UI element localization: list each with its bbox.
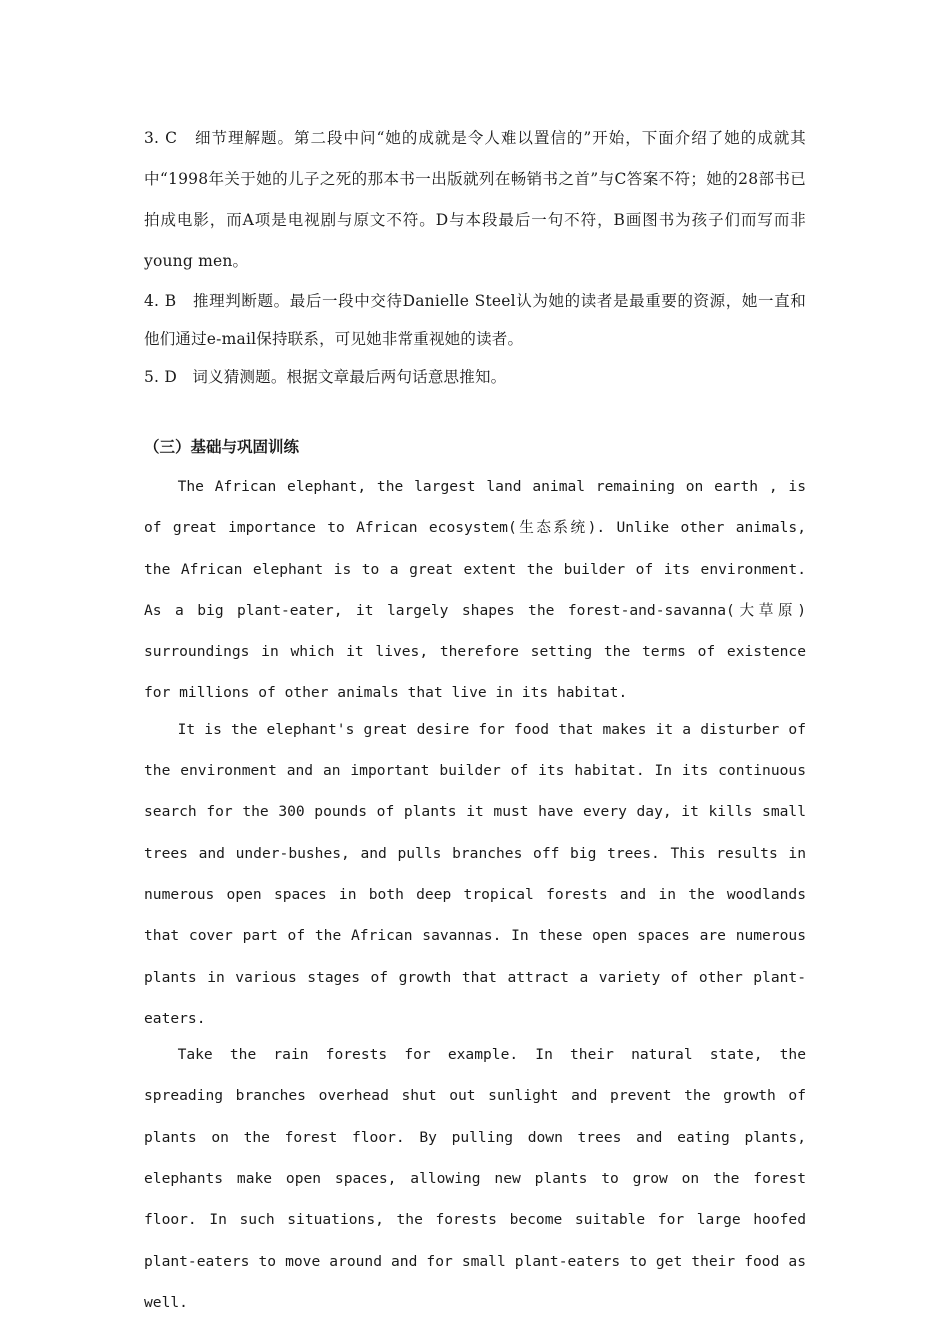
answer-explanation: 细节理解题。第二段中问“她的成就是令人难以置信的”开始，下面介绍了她的成就其中“1998年关于她的儿子之死的那本书一出版就列在畅销书之首”与C答案不符；她的28部书已拍成电影，而A项是电视剧与原文不符。D与本段最后一句不符，B画图书为孩子们而写而非young men。: [144, 129, 806, 270]
section-title: （三）基础与巩固训练: [144, 438, 300, 456]
passage-paragraph-1: The African elephant, the largest land animal remaining on earth , is of great importance to African ecosystem(生态系统). Unlike other animals, the African elephant is to a great extent the builder of its environment. As a big plant-eater, it largely shapes the forest-and-savanna(大草原) surroundings in which it lives, therefore setting the terms of existence for millions of other animals that live in its habitat.: [144, 478, 806, 702]
answer-number: 3. C: [144, 129, 178, 147]
answer-4: [144, 282, 806, 358]
answer-explanation: 词义猜测题。根据文章最后两句话意思推知。: [192, 368, 507, 386]
answer-explanation: 推理判断题。最后一段中交待Danielle Steel认为她的读者是最重要的资源，她一直和他们通过e-mail保持联系，可见她非常重视她的读者。: [144, 292, 807, 348]
document-page: [144, 118, 806, 1323]
answer-5: [144, 358, 806, 396]
answer-3: [144, 118, 806, 282]
passage-paragraph-2: It is the elephant's great desire for food that makes it a disturber of the environment and an important builder of its habitat. In its continuous search for the 300 pounds of plants it must have every day, it kills small trees and under-bushes, and pulls branches off big trees. This results in numerous open spaces in both deep tropical forests and in the woodlands that cover part of the African savannas. In these open spaces are numerous plants in various stages of growth that attract a variety of other plant-eaters.: [144, 720, 806, 1027]
passage-paragraph-3: Take the rain forests for example. In their natural state, the spreading branches overhead shut out sunlight and prevent the growth of plants on the forest floor. By pulling down trees and eating plants, elephants make open spaces, allowing new plants to grow on the forest floor. In such situations, the forests become suitable for large hoofed plant-eaters to move around and for small plant-eaters to get their food as well.: [144, 1046, 806, 1311]
answer-number: 4. B: [144, 292, 177, 310]
answer-number: 5. D: [144, 368, 177, 386]
